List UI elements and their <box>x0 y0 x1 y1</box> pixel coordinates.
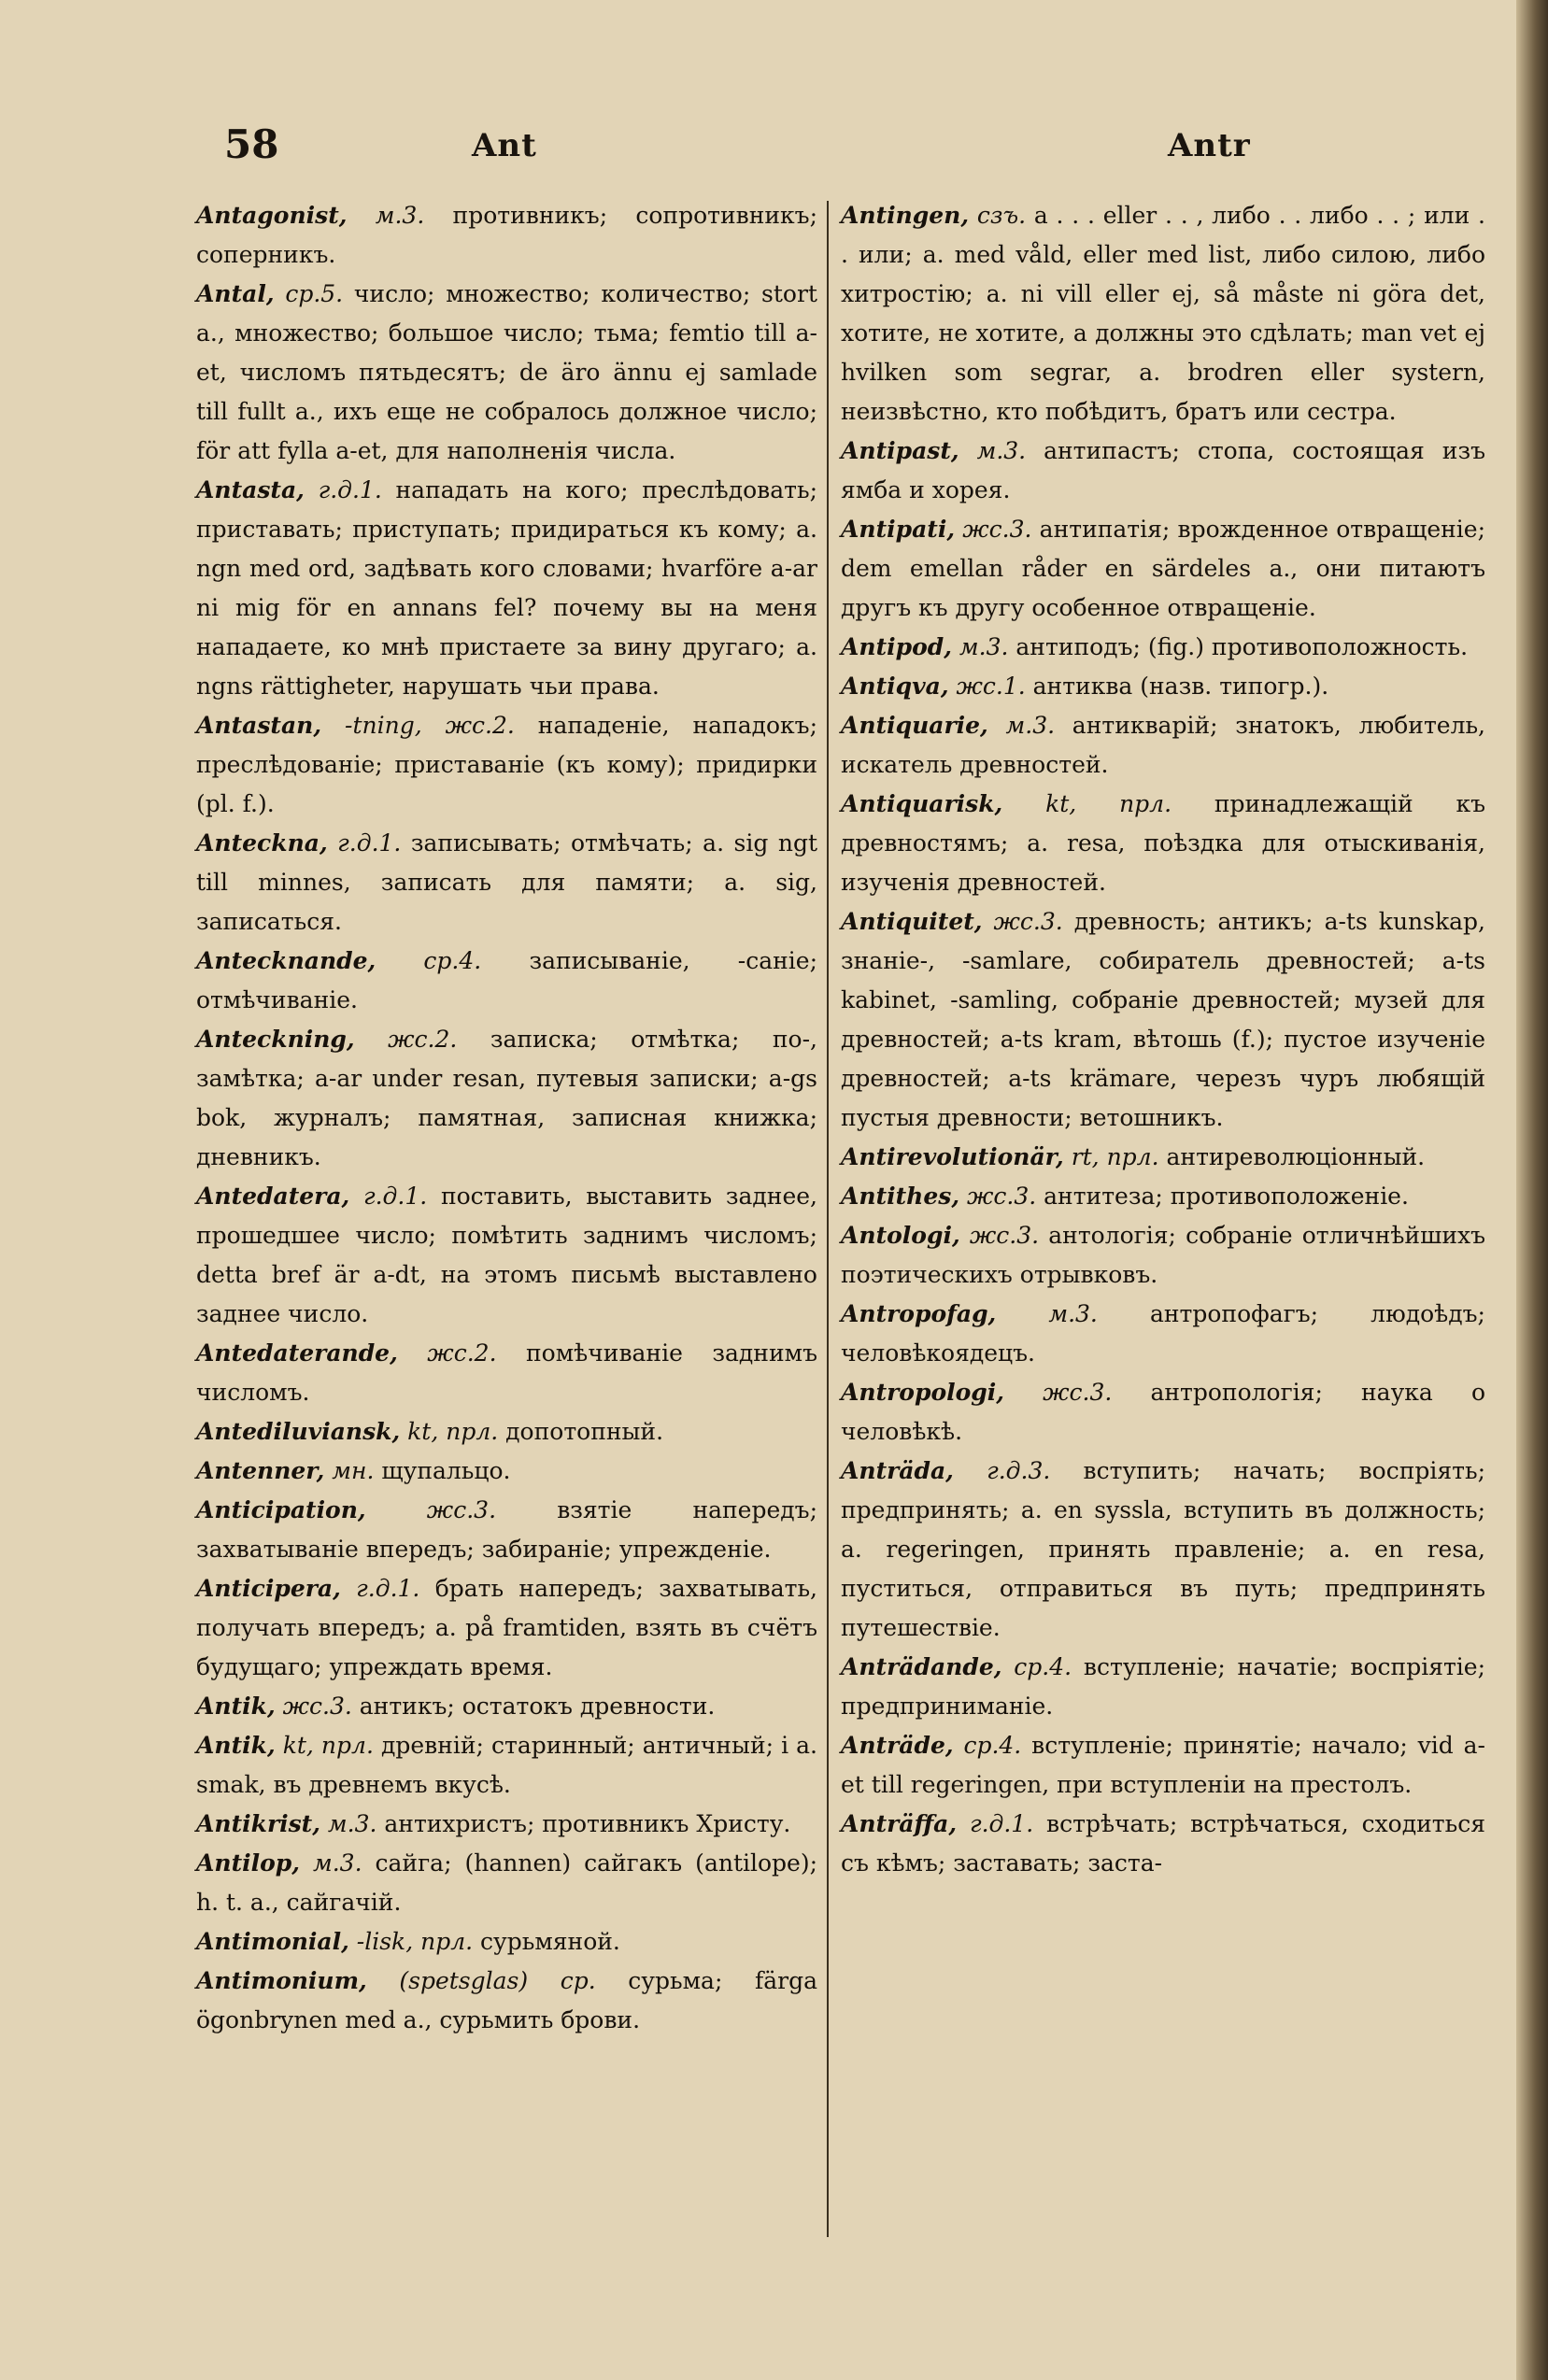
entry-headword: Anträdande, <box>841 1653 1002 1680</box>
dictionary-entry <box>196 1805 817 1844</box>
entry-grammar-label: г.д.3. <box>987 1457 1051 1484</box>
entry-definition: записка; отмѣтка; по-, замѣтка; a-ar under resan, путевыя записки; a-gs bok, журналъ; памятная, записная книжка; дневникъ. <box>196 1026 817 1170</box>
column-divider <box>827 201 829 2237</box>
dictionary-entry <box>196 196 817 275</box>
dictionary-entry <box>841 1216 1485 1295</box>
entry-definition: сурьма; färga ögonbrynen med a., сурьмить брови. <box>196 1967 817 2033</box>
entry-headword: Antikrist, <box>196 1810 320 1837</box>
dictionary-entry <box>841 628 1485 667</box>
entry-headword: Antediluviansk, <box>196 1418 401 1445</box>
dictionary-entry <box>841 1177 1485 1216</box>
entry-definition: антропофагъ; людоѣдъ; человѣкоядецъ. <box>841 1300 1485 1367</box>
dictionary-entry <box>196 706 817 824</box>
entry-grammar-label: м.3. <box>976 437 1027 464</box>
page-gutter-shadow <box>1516 0 1548 2380</box>
entry-grammar-label: сзъ. <box>976 202 1027 229</box>
right-column <box>841 196 1485 1883</box>
entry-headword: Antologi, <box>841 1222 960 1249</box>
entry-definition: нападать на кого; преслѣдовать; приставать; приступать; придираться къ кому; a. ngn med ord, задѣвать кого словами; hvarföre a-ar ni mig för en annans fel? почему вы на меня нападаете, ко мнѣ пристаете за вину другаго; a. ngns rättigheter, нарушать чьи права. <box>196 476 817 700</box>
entry-grammar-label: жс.3. <box>426 1496 497 1523</box>
entry-definition: антитеза; противоположеніе. <box>1044 1183 1409 1210</box>
entry-headword: Antimonium, <box>196 1967 367 1994</box>
entry-headword: Antik, <box>196 1693 276 1720</box>
entry-grammar-label: м.3. <box>375 202 425 229</box>
entry-grammar-label: г.д.1. <box>318 476 382 503</box>
entry-definition: антикварій; знатокъ, любитель, искатель древностей. <box>841 712 1486 778</box>
entry-grammar-label: kt, прл. <box>1045 790 1172 817</box>
entry-headword: Antirevolutionär, <box>841 1143 1064 1170</box>
entry-grammar-label: г.д.1. <box>362 1183 428 1210</box>
entry-headword: Antingen, <box>841 202 970 229</box>
entry-grammar-label: м.3. <box>1005 712 1056 739</box>
entry-definition: антиква (назв. типогр.). <box>1032 673 1329 700</box>
entry-definition: антиреволюціонный. <box>1166 1143 1426 1170</box>
entry-grammar-label: ср.4. <box>1014 1653 1072 1680</box>
entry-definition: древній; старинный; античный; i a. smak, въ древнемъ вкусѣ. <box>196 1732 817 1798</box>
dictionary-entry <box>841 902 1485 1138</box>
entry-headword: Antik, <box>196 1732 276 1759</box>
entry-headword: Anteckna, <box>196 829 328 857</box>
entry-definition: число; множество; количество; stort a., множество; большое число; тьма; femtio till a-et, числомъ пятьдесятъ; de äro ännu ej samlade till fullt a., ихъ еще не собралось должное число; för att fylla a-et, для наполненія числа. <box>196 280 817 464</box>
dictionary-entry <box>196 1726 817 1805</box>
entry-grammar-label: -tning, жс.2. <box>345 712 515 739</box>
entry-headword: Antastan, <box>196 712 322 739</box>
entry-definition: помѣчиваніе заднимъ числомъ. <box>196 1339 817 1406</box>
dictionary-entry <box>841 667 1485 706</box>
dictionary-entry <box>841 1373 1485 1452</box>
entry-definition: вступленіе; принятіе; начало; vid a-et till regeringen, при вступленіи на престолъ. <box>841 1732 1485 1798</box>
entry-grammar-label: жс.2. <box>388 1026 458 1053</box>
entry-headword: Antropofag, <box>841 1300 997 1327</box>
dictionary-entry <box>196 1177 817 1334</box>
entry-definition: взятіе напередъ; захватываніе впередъ; забираніе; упрежденіе. <box>196 1496 817 1563</box>
entry-headword: Antipod, <box>841 633 952 660</box>
entry-grammar-label: kt, прл. <box>407 1418 499 1445</box>
dictionary-entry <box>841 1138 1485 1177</box>
entry-headword: Antithes, <box>841 1183 960 1210</box>
dictionary-entry <box>196 1569 817 1687</box>
entry-grammar-label: м.3. <box>312 1849 362 1877</box>
entry-headword: Antiquitet, <box>841 908 983 935</box>
entry-grammar-label: жс.3. <box>969 1222 1040 1249</box>
entry-grammar-label: ср.5. <box>285 280 344 307</box>
entry-grammar-label: г.д.1. <box>356 1575 420 1602</box>
entry-headword: Antagonist, <box>196 202 348 229</box>
entry-headword: Anticipation, <box>196 1496 366 1523</box>
entry-definition: антропологія; наука о человѣкѣ. <box>841 1379 1485 1445</box>
entry-headword: Antropologi, <box>841 1379 1004 1406</box>
dictionary-entry <box>196 1452 817 1491</box>
dictionary-entry <box>196 1844 817 1922</box>
entry-grammar-label: жс.3. <box>962 516 1032 543</box>
entry-definition: встрѣчать; встрѣчаться, сходиться съ кѣмъ; заставать; заста- <box>841 1810 1486 1877</box>
entry-definition: a . . . eller . . , либо . . либо . . ; или . . или; a. med våld, eller med list, либо силою, либо хитростію; a. ni vill eller ej, så måste ni göra det, хотите, не хотите, а должны это сдѣлать; man vet ej hvilken som segrar, a. brodren eller systern, неизвѣстно, кто побѣдитъ, братъ или сестра. <box>841 202 1486 425</box>
entry-definition: поставить, выставить заднее, прошедшее число; помѣтить заднимъ числомъ; detta bref är a-dt, на этомъ письмѣ выставлено заднее число. <box>196 1183 817 1327</box>
dictionary-entry <box>841 196 1485 432</box>
entry-definition: противникъ; сопротивникъ; соперникъ. <box>196 202 817 268</box>
entry-headword: Antilop, <box>196 1849 300 1877</box>
dictionary-entry <box>841 1452 1485 1648</box>
entry-headword: Anträffa, <box>841 1810 958 1837</box>
entry-headword: Anticipera, <box>196 1575 341 1602</box>
entry-headword: Anträde, <box>841 1732 954 1759</box>
entry-grammar-label: жс.2. <box>427 1339 497 1367</box>
guide-word-left: Ant <box>472 127 537 164</box>
entry-definition: записываніе, -саніе; отмѣчиваніе. <box>196 947 818 1013</box>
entry-definition: древность; антикъ; a-ts kunskap, знаніе-, -samlare, собиратель древностей; a-ts kabinet, -samling, собраніе древностей; музей для древностей; a-ts kram, вѣтошь (f.); пустое изученіе древностей; a-ts krämare, черезъ чуръ любящій пустыя древности; ветошникъ. <box>841 908 1485 1131</box>
entry-headword: Antiquarie, <box>841 712 988 739</box>
dictionary-entry <box>841 1805 1485 1883</box>
dictionary-entry <box>841 1648 1485 1726</box>
entry-definition: брать напередъ; захватывать, получать впередъ; a. på framtiden, взять въ счётъ будущаго; упреждать время. <box>196 1575 817 1680</box>
entry-definition: антихристъ; противникъ Христу. <box>384 1810 791 1837</box>
entry-headword: Antipast, <box>841 437 959 464</box>
left-column <box>196 196 817 2040</box>
dictionary-entry <box>841 1726 1485 1805</box>
entry-grammar-label: жс.3. <box>1043 1379 1113 1406</box>
entry-headword: Antenner, <box>196 1457 325 1484</box>
entry-grammar-label: жс.3. <box>993 908 1063 935</box>
entry-headword: Anteckning, <box>196 1026 355 1053</box>
entry-definition: антипастъ; стопа, состоящая изъ ямба и хорея. <box>841 437 1485 503</box>
entry-definition: вступленіе; начатіе; воспріятіе; предприниманіе. <box>841 1653 1486 1720</box>
entry-grammar-label: м.3. <box>1048 1300 1098 1327</box>
entry-grammar-label: жс.1. <box>956 673 1026 700</box>
entry-grammar-label: м.3. <box>959 633 1009 660</box>
dictionary-entry <box>196 1962 817 2040</box>
entry-headword: Antiquarisk, <box>841 790 1003 817</box>
entry-grammar-label: kt, прл. <box>282 1732 374 1759</box>
dictionary-entry <box>196 275 817 471</box>
dictionary-entry <box>196 942 817 1020</box>
page-header <box>224 121 1251 177</box>
dictionary-entry <box>841 510 1485 628</box>
page-number: 58 <box>224 121 279 167</box>
guide-word-right: Antr <box>1168 127 1251 164</box>
entry-definition: антологія; собраніе отличнѣйшихъ поэтическихъ отрывковъ. <box>841 1222 1486 1288</box>
entry-definition: сайга; (hannen) сайгакъ (antilope); h. t. a., сайгачій. <box>196 1849 818 1916</box>
entry-grammar-label: жс.3. <box>966 1183 1037 1210</box>
dictionary-entry <box>196 1334 817 1412</box>
entry-headword: Antiqva, <box>841 673 949 700</box>
dictionary-entry <box>196 1687 817 1726</box>
entry-grammar-label: мн. <box>332 1457 375 1484</box>
entry-definition: записывать; отмѣчать; a. sig ngt till minnes, записать для памяти; a. sig, записаться. <box>196 829 817 935</box>
entry-definition: принадлежащій къ древностямъ; a. resa, поѣздка для отыскиванія, изученія древностей. <box>841 790 1486 896</box>
entry-headword: Antasta, <box>196 476 305 503</box>
entry-definition: антикъ; остатокъ древности. <box>359 1693 716 1720</box>
entry-definition: допотопный. <box>505 1418 664 1445</box>
entry-headword: Anträda, <box>841 1457 954 1484</box>
entry-definition: антипатія; врожденное отвращеніе; dem emellan råder en särdeles a., они питаютъ другъ къ другу особенное отвращеніе. <box>841 516 1485 621</box>
dictionary-entry <box>196 1020 817 1177</box>
entry-headword: Antedaterande, <box>196 1339 398 1367</box>
entry-headword: Antecknande, <box>196 947 376 974</box>
dictionary-entry <box>841 706 1485 785</box>
entry-grammar-label: жс.3. <box>282 1693 352 1720</box>
entry-grammar-label: м.3. <box>327 1810 377 1837</box>
dictionary-entry <box>841 432 1485 510</box>
entry-headword: Antimonial, <box>196 1928 349 1955</box>
entry-definition: нападеніе, нападокъ; преслѣдованіе; приставаніе (къ кому); придирки (pl. f.). <box>196 712 818 817</box>
entry-grammar-label: rt, прл. <box>1071 1143 1159 1170</box>
dictionary-entry <box>196 824 817 942</box>
entry-definition: щупальцо. <box>381 1457 511 1484</box>
dictionary-entry <box>841 1295 1485 1373</box>
dictionary-entry <box>196 1491 817 1569</box>
dictionary-entry <box>196 1412 817 1452</box>
entry-grammar-label: г.д.1. <box>337 829 402 857</box>
entry-definition: вступить; начать; воспріять; предпринять; a. en syssla, вступить въ должность; a. regeringen, принять правленіе; a. en resa, пуститься, отправиться въ путь; предпринять путешествіе. <box>841 1457 1485 1641</box>
dictionary-entry <box>841 785 1485 902</box>
entry-definition: сурьмяной. <box>480 1928 620 1955</box>
dictionary-entry <box>196 471 817 706</box>
entry-grammar-label: -lisk, прл. <box>356 1928 474 1955</box>
entry-grammar-label: ср.4. <box>423 947 482 974</box>
entry-headword: Antal, <box>196 280 275 307</box>
entry-headword: Antedatera, <box>196 1183 350 1210</box>
entry-grammar-label: (spetsglas) ср. <box>399 1967 596 1994</box>
entry-grammar-label: г.д.1. <box>969 1810 1034 1837</box>
entry-grammar-label: ср.4. <box>963 1732 1022 1759</box>
dictionary-entry <box>196 1922 817 1962</box>
entry-definition: антиподъ; (fig.) противоположность. <box>1015 633 1469 660</box>
entry-headword: Antipati, <box>841 516 956 543</box>
